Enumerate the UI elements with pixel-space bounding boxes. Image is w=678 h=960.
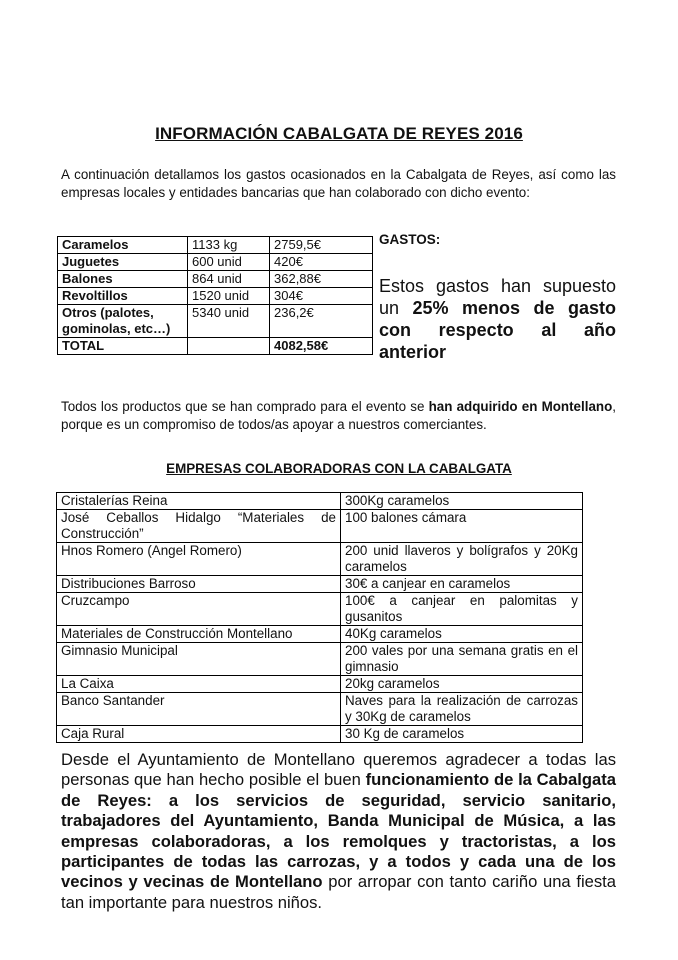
page-title: INFORMACIÓN CABALGATA DE REYES 2016: [155, 124, 523, 143]
empresa-contribution: 20kg caramelos: [341, 676, 583, 693]
closing-text-after: por arropar con tanto cariño una fiesta tan importante para nuestros niños.: [61, 872, 617, 912]
table-row: [57, 693, 583, 726]
gastos-item: Otros (palotes, gominolas, etc…): [58, 305, 188, 338]
gastos-item: Revoltillos: [58, 288, 188, 305]
gastos-cost: 236,2€: [270, 305, 373, 338]
table-row: [57, 676, 583, 693]
empresa-name: Hnos Romero (Angel Romero): [57, 543, 341, 576]
empresa-name: Cristalerías Reina: [57, 493, 341, 510]
empresa-contribution: 200 unid llaveros y bolígrafos y 20Kg caramelos: [341, 543, 583, 576]
gastos-heading: GASTOS:: [379, 232, 441, 247]
empresas-table: [56, 492, 583, 743]
gastos-qty: 5340 unid: [188, 305, 270, 338]
empresa-name: La Caixa: [57, 676, 341, 693]
gastos-table: [57, 236, 373, 355]
empresa-contribution: Naves para la realización de carrozas y 30Kg de caramelos: [341, 693, 583, 726]
closing-text-before: Desde el Ayuntamiento de Montellano queremos agradecer a todas las personas que han hecho posible el buen: [61, 750, 616, 790]
gastos-qty: 600 unid: [188, 254, 270, 271]
gastos-qty: 1520 unid: [188, 288, 270, 305]
gastos-total-row: [58, 338, 373, 355]
empresa-contribution: 100€ a canjear en palomitas y gusanitos: [341, 593, 583, 626]
gastos-cost: 304€: [270, 288, 373, 305]
gastos-cost: 420€: [270, 254, 373, 271]
gastos-total-label: TOTAL: [58, 338, 188, 355]
table-row: [57, 510, 583, 543]
closing-paragraph: [61, 750, 616, 913]
empresa-contribution: 40Kg caramelos: [341, 626, 583, 643]
intro-paragraph: A continuación detallamos los gastos ocasionados en la Cabalgata de Reyes, así como las empresas locales y entidades bancarias que han colaborado con dicho evento:: [61, 167, 616, 200]
table-row: [58, 254, 373, 271]
empresa-contribution: 100 balones cámara: [341, 510, 583, 543]
gastos-item: Juguetes: [58, 254, 188, 271]
table-row: [58, 271, 373, 288]
gastos-cost: 362,88€: [270, 271, 373, 288]
empresa-contribution: 30€ a canjear en caramelos: [341, 576, 583, 593]
empresa-contribution: 30 Kg de caramelos: [341, 726, 583, 743]
gastos-total-qty: [188, 338, 270, 355]
table-row: [58, 237, 373, 254]
empresa-name: Gimnasio Municipal: [57, 643, 341, 676]
gastos-note-text: Estos gastos han supuesto un: [379, 276, 616, 318]
closing-text-bold: funcionamiento de la Cabalgata de Reyes: a los servicios de seguridad, servicio sanitario, trabajadores del Ayuntamiento, Banda Municipal de Música, a las empresas colaboradoras, a los remolques y tractoristas, a los participantes de todas las carrozas, y a todos y cada una de los vecinos y vecinas de Montellano: [61, 770, 616, 892]
table-row: [58, 305, 373, 338]
table-row: [57, 593, 583, 626]
empresa-name: Banco Santander: [57, 693, 341, 726]
products-text-bold: han adquirido en Montellano: [428, 399, 613, 414]
gastos-item: Balones: [58, 271, 188, 288]
empresa-name: Distribuciones Barroso: [57, 576, 341, 593]
gastos-item: Caramelos: [58, 237, 188, 254]
products-paragraph: [61, 398, 616, 434]
empresa-name: José Ceballos Hidalgo “Materiales de Construcción”: [57, 510, 341, 543]
gastos-qty: 1133 kg: [188, 237, 270, 254]
empresa-contribution: 300Kg caramelos: [341, 493, 583, 510]
table-row: [57, 726, 583, 743]
products-text-before: Todos los productos que se han comprado para el evento se: [61, 399, 429, 414]
table-row: [57, 626, 583, 643]
gastos-qty: 864 unid: [188, 271, 270, 288]
empresas-heading: EMPRESAS COLABORADORAS CON LA CABALGATA: [166, 461, 512, 476]
table-row: [57, 643, 583, 676]
table-row: [57, 543, 583, 576]
gastos-total-cost: 4082,58€: [270, 338, 373, 355]
table-row: [58, 288, 373, 305]
empresa-contribution: 200 vales por una semana gratis en el gimnasio: [341, 643, 583, 676]
empresa-name: Materiales de Construcción Montellano: [57, 626, 341, 643]
gastos-note: [379, 275, 616, 363]
table-row: [57, 576, 583, 593]
table-row: [57, 493, 583, 510]
empresa-name: Cruzcampo: [57, 593, 341, 626]
products-text-after: , porque es un compromiso de todos/as apoyar a nuestros comerciantes.: [61, 399, 616, 432]
empresa-name: Caja Rural: [57, 726, 341, 743]
gastos-cost: 2759,5€: [270, 237, 373, 254]
gastos-note-bold: 25% menos de gasto con respecto al año anterior: [379, 298, 616, 362]
